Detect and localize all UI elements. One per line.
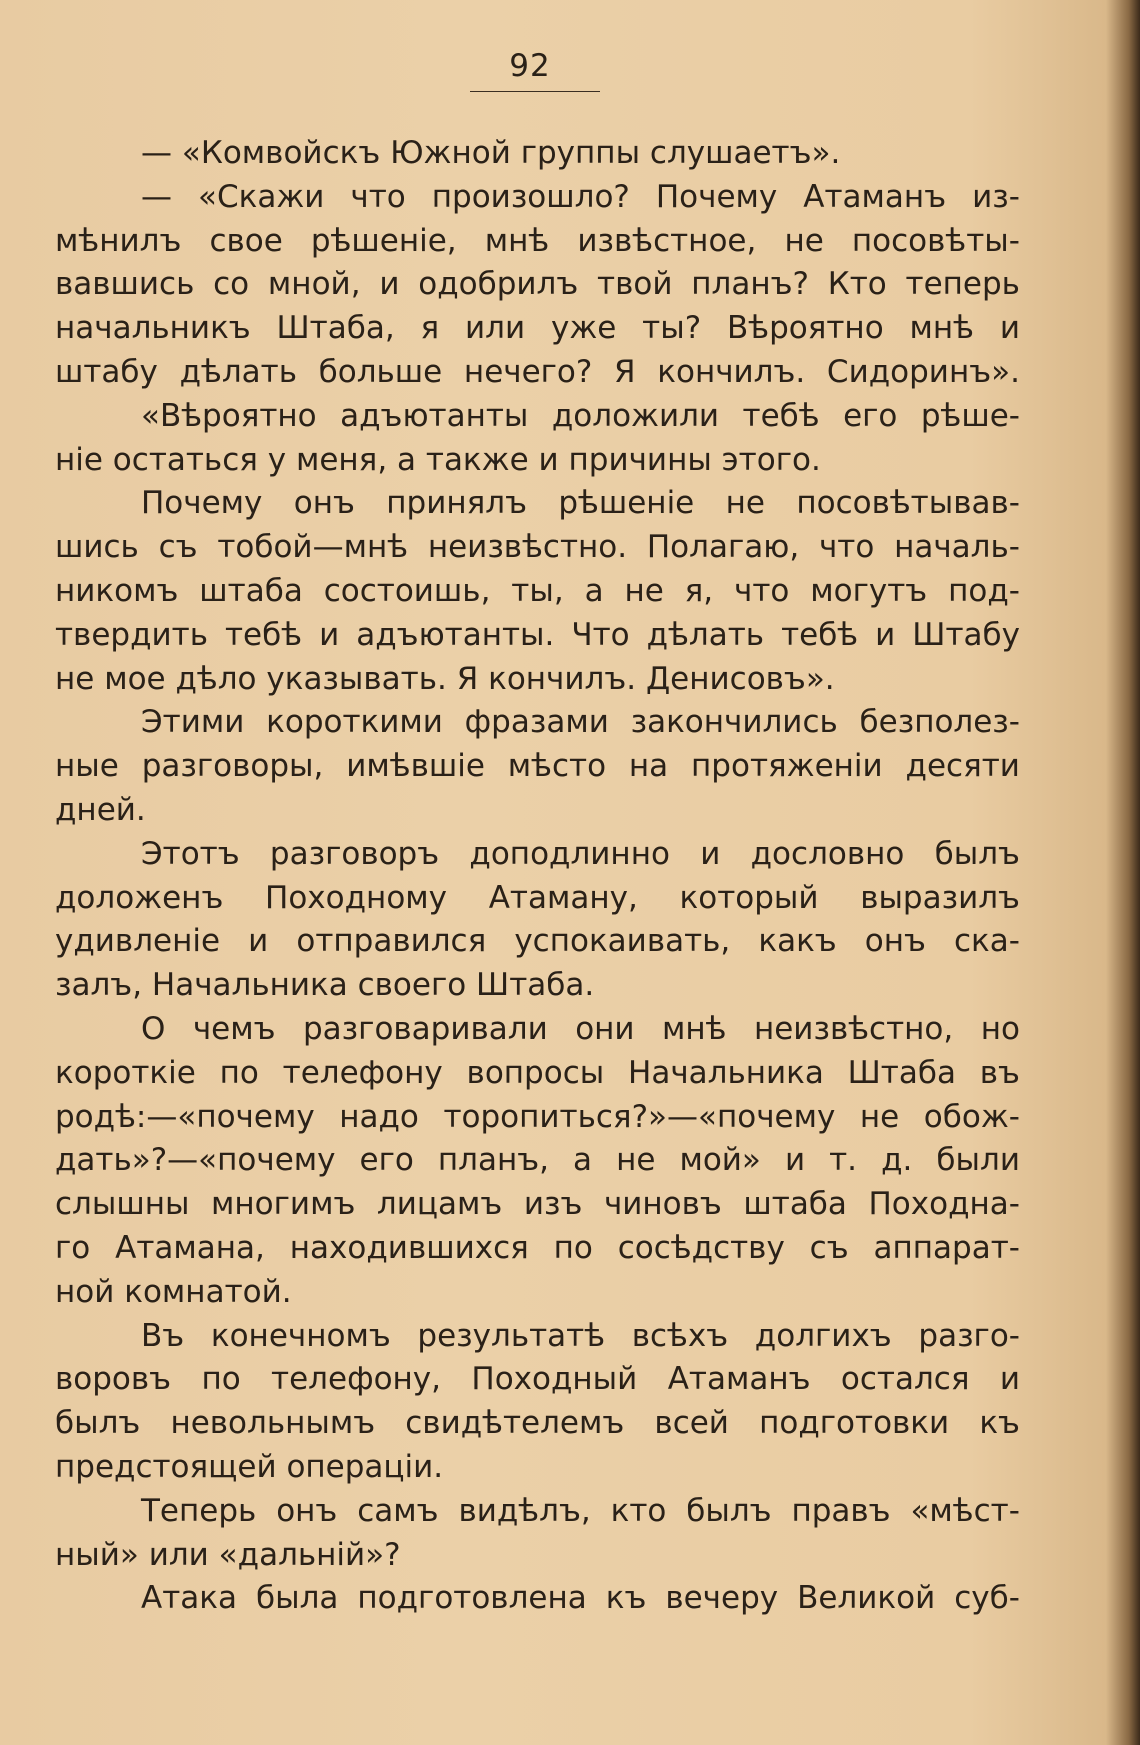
text-line: короткiе по телефону вопросы Начальника Штаба въ [55, 1054, 1020, 1091]
text-line: дать»?—«почему его планъ, а не мой» и т. д. были [55, 1142, 1020, 1179]
text-line: — «Комвойскъ Южной группы слушаетъ». [141, 135, 841, 171]
text-line: Этотъ разговоръ доподлинно и дословно былъ [141, 835, 1020, 872]
text-line: «Вѣроятно адъютанты доложили тебѣ его рѣше- [141, 397, 1020, 434]
text-line: былъ невольнымъ свидѣтелемъ всей подготовки къ [55, 1405, 1020, 1442]
body-text [55, 132, 1020, 1621]
text-line: слышны многимъ лицамъ изъ чиновъ штаба Походна- [55, 1186, 1020, 1223]
text-line: О чемъ разговаривали они мнѣ неизвѣстно, но [141, 1010, 1020, 1047]
text-line: никомъ штаба состоишь, ты, а не я, что могутъ под- [55, 572, 1020, 609]
text-line: не мое дѣло указывать. Я кончилъ. Денисовъ». [55, 660, 835, 697]
text-line: Этими короткими фразами закончились безполез- [141, 704, 1020, 741]
text-line: го Атамана, находившихся по сосѣдству съ аппарат- [55, 1229, 1020, 1266]
text-line: мѣнилъ свое рѣшенiе, мнѣ извѣстное, не посовѣты- [55, 222, 1020, 259]
text-line: Въ конечномъ результатѣ всѣхъ долгихъ разго- [141, 1317, 1020, 1354]
text-line: штабу дѣлать больше нечего? Я кончилъ. Сидоринъ». [55, 353, 1020, 390]
text-line: удивленiе и отправился успокаивать, какъ онъ ска- [55, 923, 1020, 960]
text-line: ные разговоры, имѣвшiе мѣсто на протяженiи десяти [55, 748, 1020, 785]
text-line: Атака была подготовлена къ вечеру Великой суб- [141, 1580, 1020, 1617]
text-line: — «Скажи что произошло? Почему Атаманъ из- [141, 178, 1020, 215]
text-line: предстоящей операцiи. [55, 1448, 444, 1485]
text-line: нiе остаться у меня, а также и причины этого. [55, 441, 821, 478]
text-line: ной комнатой. [55, 1273, 292, 1310]
text-line: воровъ по телефону, Походный Атаманъ остался и [55, 1361, 1020, 1398]
text-line: шись съ тобой—мнѣ неизвѣстно. Полагаю, что началь- [55, 529, 1020, 566]
text-line: ный» или «дальнiй»? [55, 1536, 401, 1573]
text-line: залъ, Начальника своего Штаба. [55, 967, 595, 1004]
text-line: вавшись со мной, и одобрилъ твой планъ? Кто теперь [55, 266, 1020, 303]
page-number-rule [470, 91, 600, 92]
text-line: начальникъ Штаба, я или уже ты? Вѣроятно мнѣ и [55, 310, 1020, 347]
text-line: доложенъ Походному Атаману, который выразилъ [55, 879, 1020, 916]
text-line: твердить тебѣ и адъютанты. Что дѣлать тебѣ и Штабу [55, 616, 1020, 653]
text-line: родѣ:—«почему надо торопиться?»—«почему не обож- [55, 1098, 1020, 1135]
page-number: 92 [509, 48, 551, 84]
text-line: Почему онъ принялъ рѣшенiе не посовѣтывав- [141, 485, 1020, 522]
text-line: дней. [55, 791, 146, 828]
text-line: Теперь онъ самъ видѣлъ, кто былъ правъ «мѣст- [141, 1492, 1020, 1529]
